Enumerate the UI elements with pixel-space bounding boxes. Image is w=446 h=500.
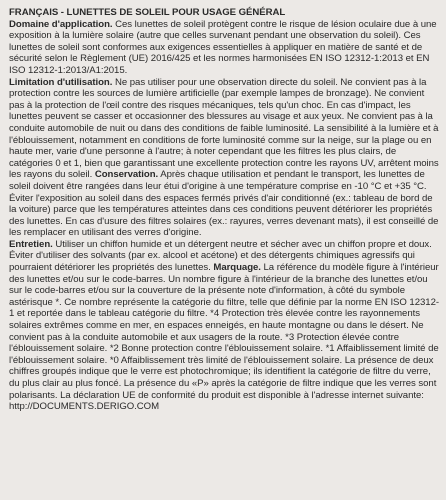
heading-domaine-application: Domaine d'application. (9, 18, 113, 30)
text-limitation-utilisation: Ne pas utiliser pour une observation directe du soleil. Ne convient pas à la protection contre les sources de lumière artificielle (par exemple lampes de bronzage). Ne convient pas à la protection de l'œil contre des risques mécaniques, tels qu'un choc. En cas d'impact, les lunettes peuvent se casser et occasionner des blessures au visage et aux yeux. Ne convient pas à la conduite automobile de nuit ou dans des conditions de faible luminosité. La sensibilité à la lumière et à l'éblouissement, notamment en conditions de forte luminosité comme sur la neige, sur la plage ou en haute mer, varie d'une personne à l'autre; à noter cependant que les filtres les plus clairs, de catégories 0 et 1, bien que garantissant une excellente protection contre les rayons UV, arrêtent moins les rayons du soleil. (9, 76, 439, 181)
heading-limitation-utilisation: Limitation d'utilisation. (9, 76, 113, 88)
section-limitation-conservation (9, 77, 439, 239)
text-domaine-application: Ces lunettes de soleil protègent contre le risque de lésion oculaire due à une exposition à la lumière solaire (autre que celles survenant pendant une observation du soleil). Ces lunettes de soleil sont conformes aux exigences essentielles à appliquer en matière de santé et de sécurité selon le Règlement (UE) 2016/425 et les normes harmonisées EN ISO 12312-1:2013 et EN ISO 12312-1:2013/A1:2015. (9, 18, 437, 76)
heading-marquage: Marquage. (213, 262, 261, 274)
heading-entretien: Entretien. (9, 238, 53, 250)
text-conservation: Après chaque utilisation et pendant le transport, les lunettes de soleil doivent être rangées dans leur étui d'origine à une température comprise en -10 °C et +35 °C. Éviter l'exposition au soleil dans des espaces fermés privés d'air conditionné (ex.: tableau de bord de la voiture) parce que les températures atteintes dans ces conditions peuvent détériorer les propriétés des lunettes. En cas d'usure des filtres solaires (ex.: rayures, verres devenant mats), il est conseillé de les remplacer en utilisant des verres d'origine. (9, 169, 439, 239)
section-entretien-marquage (9, 239, 439, 413)
section-domaine-application (9, 19, 439, 77)
text-entretien: Utiliser un chiffon humide et un détergent neutre et sécher avec un chiffon propre et doux. Éviter d'utiliser des solvants (par ex. alcool et acétone) et des détergents chimiques agressifs qui pourraient détériorer les propriétés des lunettes. (9, 238, 432, 274)
text-marquage: La référence du modèle figure à l'intérieur des lunettes et/ou sur le code-barres. Un nombre figure à l'intérieur de la branche des lunettes et/ou sur le code-barres et/ou sur la couverture de la présente note d'information, à côté du symbole astérisque *. Ce nombre représente la catégorie du filtre, telle que définie par la norme EN ISO 12312-1 et reportée dans le tableau catégorie du filtre. *4 Protection très élevée contre les rayonnements solaires extrêmes comme en mer, en espaces enneigés, en haute montagne ou dans le désert. Ne convient pas à la conduite automobile et aux usagers de la route. *3 Protection élevée contre l'éblouissement solaire. *2 Bonne protection contre l'éblouissement solaire. *1 Affaiblissement limité de l'éblouissement solaire. *0 Affaiblissement très limité de l'éblouissement solaire. La présence de deux chiffres groupés indique que le verre est photochromique; ils identifient la catégorie de filtre du verre, du plus clair au plus foncé. La présence du «P» après la catégorie de filtre indique que les verres sont polarisants. La déclaration UE de conformité du produit est disponible à l'adresse internet suivante: http://DOCUMENTS.DERIGO.COM (9, 262, 440, 413)
leaflet-title: FRANÇAIS - LUNETTES DE SOLEIL POUR USAGE GÉNÉRAL (9, 7, 286, 18)
heading-conservation: Conservation. (94, 169, 159, 181)
